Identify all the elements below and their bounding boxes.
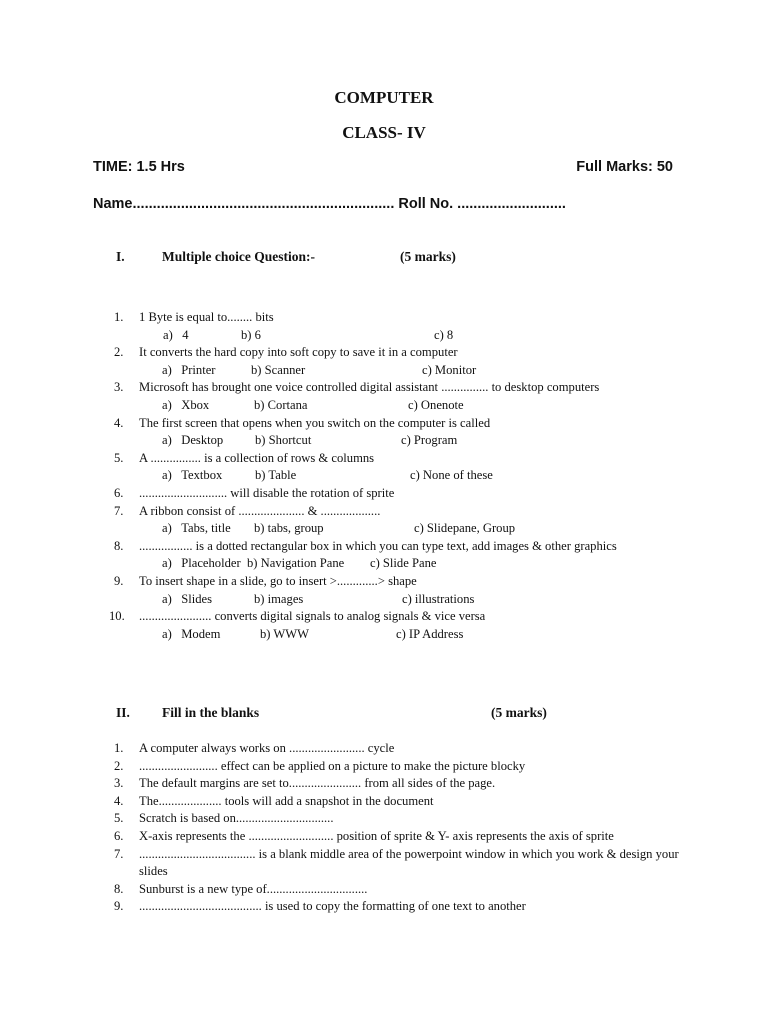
option-a: a) Tabs, title	[162, 521, 231, 536]
section-2-title: Fill in the blanks	[162, 705, 260, 720]
option-c: c) Monitor	[422, 362, 477, 377]
question-number: 1.	[114, 310, 124, 324]
question-number: 10.	[109, 609, 125, 624]
question-text: A ................ is a collection of rows & columns	[139, 450, 375, 465]
question-number: 5.	[114, 811, 124, 826]
option-c: c) Slidepane, Group	[414, 521, 516, 536]
question-item	[109, 608, 694, 626]
section-1-numeral: I.	[116, 249, 125, 264]
blank-item	[114, 758, 694, 776]
option-a: a) Slides	[162, 591, 213, 606]
option-a: a) Xbox	[162, 397, 210, 412]
question-item	[114, 450, 694, 468]
blank-item	[114, 828, 694, 846]
question-text: ....................................... is used to copy the formatting of one text to another	[139, 899, 526, 914]
question-number: 8.	[114, 881, 124, 896]
option-b: b) WWW	[260, 626, 310, 641]
options-row	[114, 591, 694, 609]
section-1-title: Multiple choice Question:-	[162, 249, 315, 264]
question-item	[114, 538, 694, 556]
question-text: The default margins are set to....................... from all sides of the page.	[139, 776, 496, 791]
option-a: a) 4	[163, 327, 189, 342]
question-text: It converts the hard copy into soft copy to save it in a computer	[139, 345, 458, 360]
question-number: 6.	[114, 828, 124, 843]
question-number: 5.	[114, 450, 124, 465]
question-number: 4.	[114, 415, 124, 430]
question-text: ....................... converts digital signals to analog signals & vice versa	[139, 609, 486, 624]
option-b: b) 6	[241, 327, 261, 342]
option-b: b) Navigation Pane	[247, 556, 345, 571]
options-row	[114, 555, 694, 573]
blank-item	[114, 810, 694, 828]
option-c: c) 8	[434, 327, 454, 342]
options-row	[114, 432, 694, 450]
blank-item	[114, 740, 694, 758]
section-2-numeral: II.	[116, 705, 130, 720]
full-marks-label: Full Marks: 50	[576, 159, 673, 175]
question-text: Sunburst is a new type of................................	[139, 881, 368, 896]
time-label: TIME: 1.5 Hrs	[93, 159, 185, 175]
option-c: c) illustrations	[402, 591, 475, 606]
question-text: The first screen that opens when you switch on the computer is called	[139, 415, 491, 430]
question-number: 3.	[114, 380, 124, 395]
question-number: 7.	[114, 846, 124, 861]
subject-title: COMPUTER	[334, 88, 434, 107]
question-item	[114, 344, 694, 362]
option-c: c) IP Address	[396, 626, 464, 641]
question-item	[114, 485, 694, 503]
fill-blanks-list	[114, 740, 694, 916]
question-item	[114, 309, 694, 327]
option-b: b) tabs, group	[254, 521, 324, 536]
options-row	[114, 362, 694, 380]
question-text: To insert shape in a slide, go to insert >.............> shape	[139, 573, 417, 588]
options-row	[114, 467, 694, 485]
option-c: c) Program	[401, 433, 458, 448]
option-b: b) Shortcut	[255, 433, 312, 448]
question-text: The.................... tools will add a snapshot in the document	[139, 793, 434, 808]
question-number: 1.	[114, 741, 124, 755]
question-item	[114, 415, 694, 433]
question-number: 8.	[114, 538, 124, 553]
option-a: a) Modem	[162, 626, 221, 641]
question-item	[114, 573, 694, 591]
blank-item	[114, 881, 694, 899]
question-number: 6.	[114, 485, 124, 500]
option-b: b) Scanner	[251, 362, 306, 377]
options-row	[114, 520, 694, 538]
question-text: A computer always works on ........................ cycle	[139, 741, 395, 755]
question-text: ......................... effect can be applied on a picture to make the picture blocky	[139, 758, 526, 773]
option-a: a) Printer	[162, 362, 216, 377]
section-1-marks: (5 marks)	[400, 249, 456, 264]
question-text: ............................ will disable the rotation of sprite	[139, 485, 395, 500]
question-text: ..................................... is a blank middle area of the powerpoint window in which you work & design your slides	[139, 846, 679, 879]
options-row	[114, 397, 694, 415]
question-number: 2.	[114, 345, 124, 360]
question-item	[114, 503, 694, 521]
question-text: ................. is a dotted rectangular box in which you can type text, add images & other graphics	[139, 538, 617, 553]
question-number: 9.	[114, 899, 124, 914]
blank-item	[114, 898, 694, 916]
question-item	[114, 379, 694, 397]
section-2-marks: (5 marks)	[491, 705, 547, 720]
question-text: Microsoft has brought one voice controlled digital assistant ............... to desktop computers	[139, 380, 600, 395]
section-2-heading	[116, 705, 596, 725]
options-row	[114, 327, 694, 345]
blank-item	[114, 793, 694, 811]
blank-item	[114, 775, 694, 793]
question-number: 7.	[114, 503, 124, 518]
question-text: 1 Byte is equal to........ bits	[139, 310, 274, 324]
option-a: a) Textbox	[162, 468, 223, 483]
option-a: a) Placeholder	[162, 556, 241, 571]
mcq-list	[109, 309, 694, 643]
option-b: b) Table	[255, 468, 297, 483]
question-number: 4.	[114, 793, 124, 808]
option-a: a) Desktop	[162, 433, 224, 448]
question-text: X-axis represents the ........................... position of sprite & Y- axis represents the axis of sprite	[139, 828, 614, 843]
question-number: 2.	[114, 758, 124, 773]
question-text: A ribbon consist of ..................... & ...................	[139, 503, 381, 518]
option-b: b) Cortana	[254, 397, 308, 412]
option-c: c) None of these	[410, 468, 493, 483]
question-text: Scratch is based on...............................	[139, 811, 334, 826]
blank-item	[114, 846, 694, 881]
option-c: c) Slide Pane	[370, 556, 437, 571]
question-number: 9.	[114, 573, 124, 588]
options-row	[114, 626, 694, 644]
question-number: 3.	[114, 776, 124, 791]
option-b: b) images	[254, 591, 304, 606]
section-1-heading	[116, 249, 566, 269]
class-title: CLASS- IV	[342, 123, 426, 142]
name-roll-line: Name................................................................. Roll No. ...........................	[93, 196, 566, 212]
option-c: c) Onenote	[408, 397, 464, 412]
